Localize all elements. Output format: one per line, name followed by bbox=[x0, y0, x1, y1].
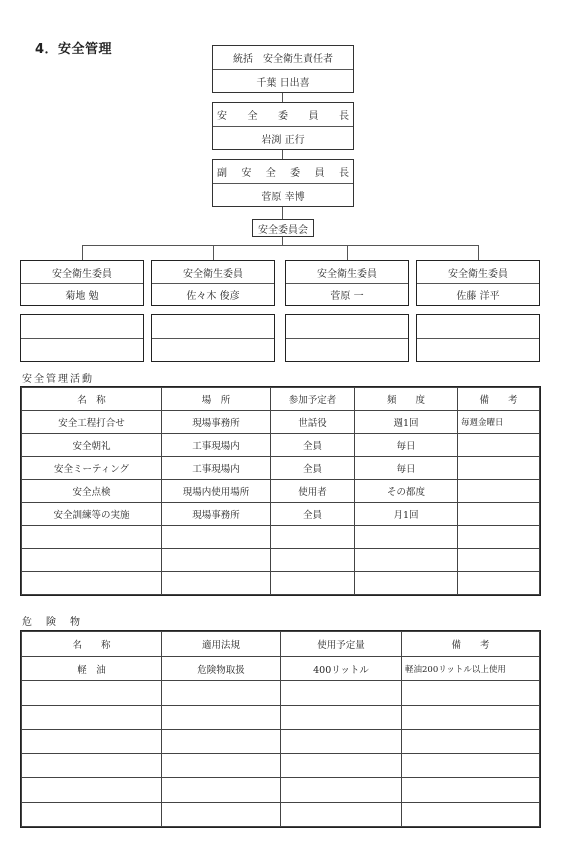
table-cell bbox=[22, 705, 162, 729]
table-cell bbox=[22, 572, 162, 595]
connector bbox=[282, 150, 283, 159]
table-cell bbox=[271, 572, 355, 595]
role-char: 全 bbox=[265, 168, 276, 179]
member-box bbox=[20, 260, 144, 306]
table-cell: 安全工程打合せ bbox=[22, 411, 162, 434]
empty-member-box bbox=[416, 314, 540, 362]
table-cell bbox=[402, 681, 540, 705]
org-head-role: 統括 安全衛生責任者 bbox=[233, 54, 333, 65]
hazards-table bbox=[21, 631, 540, 827]
table-cell: 現場内使用場所 bbox=[162, 480, 271, 503]
table-cell bbox=[22, 778, 162, 802]
table-cell bbox=[281, 681, 402, 705]
table-cell bbox=[162, 778, 281, 802]
table-cell bbox=[162, 526, 271, 549]
table-cell bbox=[162, 549, 271, 572]
table-cell bbox=[162, 802, 281, 826]
table-cell bbox=[281, 802, 402, 826]
table-cell bbox=[281, 754, 402, 778]
table-header-cell: 頻 度 bbox=[355, 388, 458, 411]
empty-row bbox=[21, 338, 143, 361]
page-title: 4．安全管理 bbox=[35, 42, 113, 57]
role-char: 副 bbox=[217, 168, 227, 179]
table-row bbox=[22, 549, 540, 572]
role-char: 長 bbox=[339, 111, 349, 122]
table-cell: その都度 bbox=[355, 480, 458, 503]
table-cell bbox=[402, 802, 540, 826]
member-role: 安全衛生委員 bbox=[52, 268, 112, 280]
table-row bbox=[22, 572, 540, 595]
table-cell bbox=[402, 754, 540, 778]
table-header-cell: 備 考 bbox=[458, 388, 540, 411]
table-cell bbox=[281, 778, 402, 802]
table-cell: 安全訓練等の実施 bbox=[22, 503, 162, 526]
table-cell bbox=[162, 729, 281, 753]
table-cell bbox=[281, 705, 402, 729]
table-cell: 安全ミーティング bbox=[22, 457, 162, 480]
activities-title: 安全管理活動 bbox=[22, 374, 94, 385]
role-char: 委 bbox=[290, 168, 301, 179]
table-row bbox=[22, 705, 540, 729]
role-char: 安 bbox=[217, 111, 227, 122]
empty-row bbox=[152, 338, 274, 361]
table-cell bbox=[458, 457, 540, 480]
member-role: 安全衛生委員 bbox=[317, 268, 377, 280]
table-cell: 月1回 bbox=[355, 503, 458, 526]
member-box bbox=[151, 260, 275, 306]
table-cell: 使用者 bbox=[271, 480, 355, 503]
table-header-row bbox=[22, 388, 540, 411]
empty-row bbox=[286, 315, 408, 338]
table-cell: 毎日 bbox=[355, 457, 458, 480]
table-cell bbox=[355, 549, 458, 572]
table-cell: 現場事務所 bbox=[162, 411, 271, 434]
table-cell bbox=[281, 729, 402, 753]
table-row bbox=[22, 434, 540, 457]
member-name: 佐々木 俊彦 bbox=[152, 283, 274, 305]
committee-box: 安全委員会 bbox=[252, 219, 314, 237]
table-cell: 全員 bbox=[271, 457, 355, 480]
table-cell: 安全朝礼 bbox=[22, 434, 162, 457]
connector bbox=[282, 237, 283, 245]
table-header-cell: 使用予定量 bbox=[281, 632, 402, 657]
table-header-row bbox=[22, 632, 540, 657]
member-name: 菅原 一 bbox=[286, 283, 408, 305]
table-cell: 工事現場内 bbox=[162, 434, 271, 457]
table-cell bbox=[355, 526, 458, 549]
table-cell bbox=[458, 526, 540, 549]
table-header-cell: 参加予定者 bbox=[271, 388, 355, 411]
empty-row bbox=[152, 315, 274, 338]
member-box bbox=[416, 260, 540, 306]
table-cell: 安全点検 bbox=[22, 480, 162, 503]
table-cell: 400リットル bbox=[281, 657, 402, 681]
table-header-cell: 備 考 bbox=[402, 632, 540, 657]
org-vice-box bbox=[212, 159, 354, 207]
table-cell bbox=[271, 526, 355, 549]
connector bbox=[282, 207, 283, 219]
role-char: 安 bbox=[241, 168, 252, 179]
table-cell bbox=[162, 572, 271, 595]
hazards-title: 危 険 物 bbox=[22, 617, 82, 628]
empty-member-box bbox=[285, 314, 409, 362]
table-cell bbox=[162, 681, 281, 705]
connector bbox=[82, 245, 83, 260]
table-cell: 世話役 bbox=[271, 411, 355, 434]
table-row bbox=[22, 802, 540, 826]
table-cell bbox=[22, 754, 162, 778]
table-cell bbox=[22, 802, 162, 826]
table-cell bbox=[22, 549, 162, 572]
table-cell: 週1回 bbox=[355, 411, 458, 434]
table-cell: 毎週金曜日 bbox=[458, 411, 540, 434]
table-row bbox=[22, 411, 540, 434]
member-name: 佐藤 洋平 bbox=[417, 283, 539, 305]
table-cell: 全員 bbox=[271, 503, 355, 526]
member-role: 安全衛生委員 bbox=[183, 268, 243, 280]
table-cell: 現場事務所 bbox=[162, 503, 271, 526]
table-row bbox=[22, 657, 540, 681]
table-cell bbox=[22, 681, 162, 705]
empty-row bbox=[21, 315, 143, 338]
org-head-box bbox=[212, 45, 354, 93]
connector bbox=[478, 245, 479, 260]
table-row bbox=[22, 457, 540, 480]
table-row bbox=[22, 778, 540, 802]
member-box bbox=[285, 260, 409, 306]
member-name: 菊地 勉 bbox=[21, 283, 143, 305]
table-cell: 工事現場内 bbox=[162, 457, 271, 480]
table-header-cell: 場 所 bbox=[162, 388, 271, 411]
table-row bbox=[22, 754, 540, 778]
table-cell bbox=[458, 549, 540, 572]
role-char: 員 bbox=[308, 111, 319, 122]
empty-row bbox=[417, 338, 539, 361]
connector bbox=[213, 245, 214, 260]
org-vice-role bbox=[213, 160, 353, 183]
table-cell: 軽油200リットル以上使用 bbox=[402, 657, 540, 681]
table-row bbox=[22, 526, 540, 549]
role-char: 員 bbox=[314, 168, 325, 179]
table-cell bbox=[22, 526, 162, 549]
empty-row bbox=[286, 338, 408, 361]
table-row bbox=[22, 681, 540, 705]
table-cell bbox=[271, 549, 355, 572]
table-cell bbox=[22, 729, 162, 753]
table-header-cell: 名 称 bbox=[22, 388, 162, 411]
empty-member-box bbox=[151, 314, 275, 362]
member-role: 安全衛生委員 bbox=[448, 268, 508, 280]
org-chair-box bbox=[212, 102, 354, 150]
role-char: 委 bbox=[278, 111, 288, 122]
table-cell bbox=[162, 705, 281, 729]
org-chair-role bbox=[213, 103, 353, 126]
table-cell bbox=[162, 754, 281, 778]
table-cell bbox=[458, 503, 540, 526]
table-cell bbox=[458, 572, 540, 595]
org-head-name: 千葉 日出喜 bbox=[213, 69, 353, 92]
table-cell bbox=[355, 572, 458, 595]
table-row bbox=[22, 729, 540, 753]
table-cell bbox=[458, 434, 540, 457]
table-cell: 毎日 bbox=[355, 434, 458, 457]
org-chair-name: 岩渕 正行 bbox=[213, 126, 353, 149]
table-header-cell: 適用法規 bbox=[162, 632, 281, 657]
table-header-cell: 名 称 bbox=[22, 632, 162, 657]
table-cell bbox=[402, 778, 540, 802]
table-cell bbox=[402, 705, 540, 729]
role-char: 長 bbox=[338, 168, 349, 179]
table-cell: 軽 油 bbox=[22, 657, 162, 681]
activities-table bbox=[21, 387, 540, 595]
empty-row bbox=[417, 315, 539, 338]
table-cell bbox=[402, 729, 540, 753]
connector bbox=[282, 93, 283, 102]
table-cell: 全員 bbox=[271, 434, 355, 457]
table-cell bbox=[458, 480, 540, 503]
connector bbox=[82, 245, 478, 246]
table-row bbox=[22, 503, 540, 526]
connector bbox=[347, 245, 348, 260]
table-cell: 危険物取扱 bbox=[162, 657, 281, 681]
org-vice-name: 菅原 幸博 bbox=[213, 183, 353, 206]
empty-member-box bbox=[20, 314, 144, 362]
role-char: 全 bbox=[247, 111, 258, 122]
table-row bbox=[22, 480, 540, 503]
